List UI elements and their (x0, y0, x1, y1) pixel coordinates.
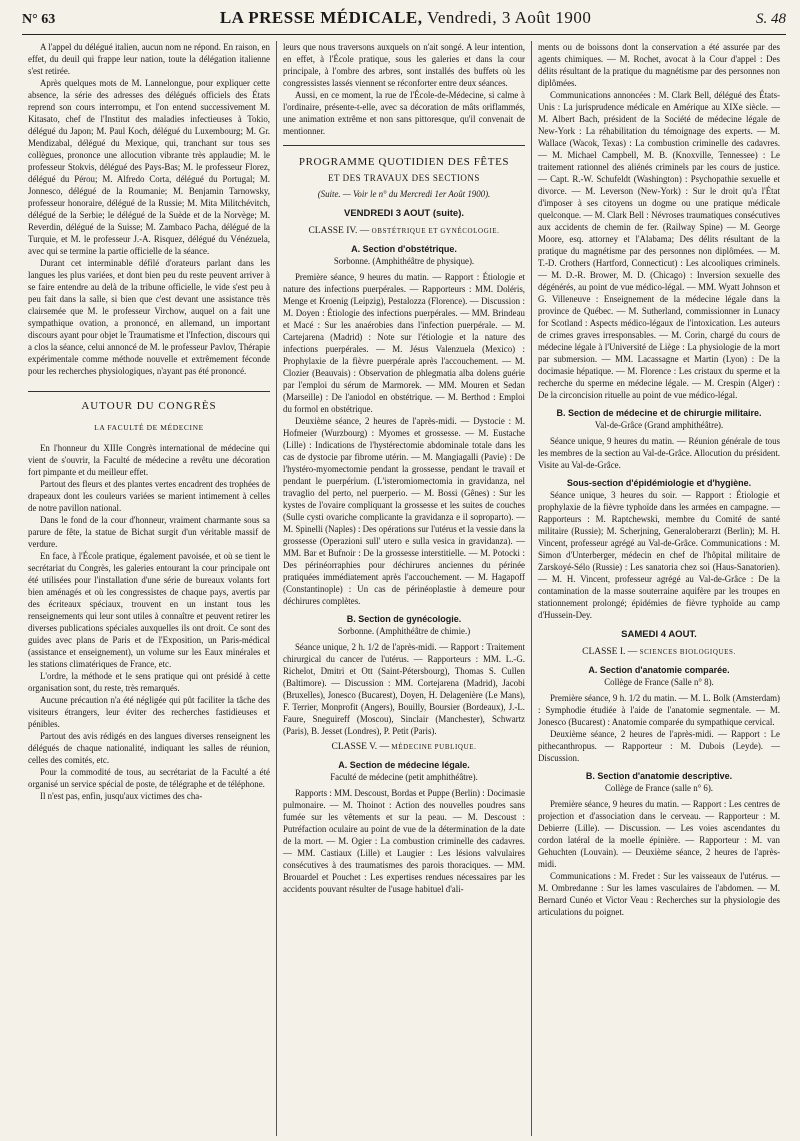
journal-title (220, 8, 592, 28)
section-place: Sorbonne. (Amphithéâtre de physique). (333, 256, 475, 266)
program-note: (Suite. — Voir le n° du Mercredi 1er Août 1900). (317, 189, 491, 199)
section-place: Sorbonne. (Amphithéâtre de chimie.) (337, 626, 471, 636)
section-title: AUTOUR DU CONGRÈS (28, 391, 270, 412)
class-label: CLASSE IV. — (308, 226, 370, 236)
paragraph: Rapports : MM. Descoust, Bordas et Puppe (Berlin) : Docimasie pulmonaire. — M. Thoinot : Action des nouvelles poudres sans fumée sur les vêtements et sur la peau. — M. Descoust : Putréfaction oculaire au point de vue de la détermination de la date de la mort. — M. Ogier : La combustion criminelle des cadavres. — MM. Castiaux (Lille) et Laugier : Les lésions valvulaires consécutives à des traumatismes des parois thoraciques. — MM. Brouardel et Pouchet : Les expertises rendues nécessaires par les accidents pouvant résulter de l'usage habituel d'ali- (283, 788, 525, 894)
paragraph: Dans le fond de la cour d'honneur, vraiment charmante sous sa parure de fête, la statue de Bichat surgit d'un véritable massif de verdure. (28, 515, 270, 549)
paragraph: Aussi, en ce moment, la rue de l'École-de-Médecine, si calme à l'ordinaire, présente-t-elle, avec sa décoration de mâts oriflammés, une animation extrême et non sans pittoresque, qu'il convenait de mentionner. (283, 90, 525, 136)
paragraph: Première séance, 9 heures du matin. — Rapport : Les centres de projection et d'association dans le cerveau. — Rapporteur : M. Debierre (Lille). — Discussion. — Les voies ascendantes du cordon latéral de la moelle épinière. — Rapporteur : M. van Gehuchten (Louvain). — Deuxième séance, 2 heures de l'après-midi. (538, 799, 780, 869)
section-heading: A. Section de médecine légale. (338, 760, 470, 770)
day-heading: SAMEDI 4 AOUT. (621, 629, 697, 640)
section-place: Val-de-Grâce (Grand amphithéâtre). (594, 420, 724, 430)
paragraph: En face, à l'École pratique, également pavoisée, et où se tient le secrétariat du Congrès, les galeries entourant la cour principale ont été utilisées pour l'installation d'une série de bureaux volants fort bien aménagés et où les congressistes de chaque pays, avertis par des écriteaux spéciaux, trouvent en un instant tous les renseignements qui leur sont utiles à connaître et peuvent retirer les diverses publications spéciales auxquelles ils ont droit. Ce sont des guides avec plans de Paris et de l'Exposition, un Paris-médical (assistance et enseignement), un volume sur les Eaux minérales et les stations climatériques de France, etc. (28, 551, 270, 669)
paragraph: Après quelques mots de M. Lannelongue, pour expliquer cette absence, la série des adresses des délégués officiels des États reprend son cours interrompu, et l'on entend successivement M. Kitasato, chef de l'Institut des maladies infectieuses à Tokio, délégué du Japon; M. Paul Koch, délégué du Luxembourg; M. Gr. Mendizabal, délégué du Mexique, qui, tranchant sur tous ses collègues, prononce une allocution vibrante très applaudie; M. le professeur Stokvis, délégué des Pays-Bas; M. le professeur Florez, délégué du Pérou; M. Alfredo Corta, délégué du Portugal; M. Jonnesco, délégué de la Roumanie; M. Benjamin Tarnowsky, professeur honoraire, délégué de la Russie; M. Mita Militchévitch, délégué de la Serbie; le délégué de la Suède et de la Norvège; M. Reverdin, délégué de la Suisse; M. Zambaco Pacha, délégué de la Turquie, et M. le professeur J.-A. Risquez, délégué du Vénézuela, avec qui se termine la partie officielle de la séance. (28, 78, 270, 256)
class-heading (283, 741, 525, 753)
day-heading: VENDREDI 3 AOUT (suite). (344, 208, 464, 219)
paragraph: leurs que nous traversons auxquels on n'ait songé. A leur intention, en effet, à l'École pratique, sous les galeries et dans la cour principale, à l'ombre des arbres, sont installés des buffets où les congressistes lassés viennent se réconforter entre deux séances. (283, 42, 525, 88)
journal-name: LA PRESSE MÉDICALE, (219, 8, 423, 27)
section-heading: Sous-section d'épidémiologie et d'hygiène. (566, 478, 752, 488)
paragraph: L'ordre, la méthode et le sens pratique qui ont présidé à cette organisation sont, du reste, très remarqués. (28, 671, 270, 693)
paragraph: Il n'est pas, enfin, jusqu'aux victimes des cha- (40, 791, 203, 801)
section-heading: B. Section de médecine et de chirurgie militaire. (556, 408, 762, 418)
section-place: Faculté de médecine (petit amphithéâtre). (330, 772, 478, 782)
paragraph: Première séance, 9 h. 1/2 du matin. — M. L. Bolk (Amsterdam) : Symphodie étudiée à l'aide de l'anatomie segmentale. — M. Jonesco (Bucarest) : Anatomie comparée du sympathique cervical. (538, 693, 780, 727)
section-place: Collège de France (salle n° 6). (604, 783, 714, 793)
class-heading (538, 646, 780, 658)
paragraph: En l'honneur du XIIIe Congrès international de médecine qui vient de s'ouvrir, la Faculté de médecine a revêtu une décoration fort pimpante et du meilleur effet. (28, 443, 270, 477)
paragraph: Séance unique, 2 h. 1/2 de l'après-midi. — Rapport : Traitement chirurgical du cancer de l'utérus. — Rapporteurs : MM. L.-G. Richelot, Dmitri et Ott (Saint-Pétersbourg), Thomas S. Cullen (Baltimore). — Discussion : MM. Cortejarena (Madrid), Jacobi (Bruxelles), Jonesco (Bucarest), Doyen, H. Delagenière (Le Mans), F. Terrier, Monprofit (Angers), Bouilly, Boursier (Bordeaux), J.-L. Faure, Sneguireff (Moscou), Sinclair (Manchester), Schwartz (Paris), B. Jesset (Londres), P. Petit (Paris). (283, 642, 525, 736)
paragraph: Séance unique, 9 heures du matin. — Réunion générale de tous les membres de la section au Val-de-Grâce. Allocution du président. Visite au Val-de-Grâce. (538, 436, 780, 470)
section-subtitle: LA FACULTÉ DE MÉDECINE (94, 423, 204, 432)
class-heading (283, 225, 525, 237)
column-2 (276, 41, 531, 1136)
paragraph: A l'appel du délégué italien, aucun nom ne répond. En raison, en effet, du deuil qui frappe leur nation, toute la délégation italienne s'est retirée. (28, 42, 270, 76)
column-1 (22, 41, 276, 1136)
section-heading: A. Section d'obstétrique. (351, 244, 457, 254)
paragraph: Partout des avis rédigés en des langues diverses renseignent les délégués de chaque nationalité, indiquant les salles de réunion, celles des comités, etc. (28, 731, 270, 765)
issue-date: Vendredi, 3 Août 1900 (426, 8, 592, 27)
paragraph: Communications : M. Fredet : Sur les vaisseaux de l'utérus. — M. Ombredanne : Sur les lames vasculaires de l'abdomen. — M. Bernard Cunéo et Victor Veau : Recherches sur la physiologie des articulations du poignet. (538, 871, 780, 917)
paragraph: Partout des fleurs et des plantes vertes encadrent des trophées de drapeaux dont les couleurs variées se marient intimement à celles de notre pavillon national. (28, 479, 270, 513)
program-title: PROGRAMME QUOTIDIEN DES FÊTES (283, 145, 525, 168)
page-number: N° 63 (22, 12, 56, 27)
class-label: CLASSE I. — (582, 647, 638, 657)
section-heading: A. Section d'anatomie comparée. (588, 665, 730, 675)
class-subject: MÉDECINE PUBLIQUE. (391, 743, 477, 751)
page-header (22, 8, 786, 35)
program-subtitle: ET DES TRAVAUX DES SECTIONS (328, 173, 480, 183)
section-heading: B. Section d'anatomie descriptive. (585, 771, 733, 781)
paragraph: Deuxième séance, 2 heures de l'après-midi. — Dystocie : M. Hofmeier (Wurzbourg) : Myomes et grossesse. — M. Eustache (Lille) : Indications de l'hystérectomie abdominale totale dans les cas de dystocie par fibrome utérin. — M. Mangiagalli (Pavie) : De l'hystéro-myomectomie pendant la grossesse, pendant le travail et pendant le puerpérium. (L'isteromiomectomia in gravidanza, nel travaglio del perto, nel puerperio. — M. Bossi (Gênes) : Sur les kystes de l'ovaire compliquant la grossesse et les suites de couches (Sulle cysti ovariche complicante la gravidanza e il soproparto). — M. Spinelli (Naples) : Des opérations sur l'utérus et la vessie dans la grossesse (Operazioni sull' utero e sulla vesica in gravidanza). — MM. Bar et Bufnoir : De la grossesse interstitielle. — M. Potocki : Des périnéorraphies pour déchirures anciennes du périnée pratiquées immédiatement après l'accouchement. — M. Hagapoff (Constantinople) : Un cas de périnéoplastie à demeure pour déchirures complètes. (283, 416, 525, 606)
paragraph: Deuxième séance, 2 heures de l'après-midi. — Rapport : Le pithecanthropus. — Rapporteur : M. Dubois (Leyde). — Discussion. (538, 729, 780, 763)
columns (22, 41, 786, 1136)
paragraph: Séance unique, 3 heures du soir. — Rapport : Étiologie et prophylaxie de la fièvre typhoïde dans les armées en campagne. — Rapporteurs : M. Raptchewski, membre du Comité de santé militaire (Russie); M. Scherjning, Generaloberarzt (Berlin); M. H. Vincent, professeur agrégé au Val-de-Grâce. Communications : M. Simon d'Unterberger, médecin en chef de l'hôpital militaire de Zarskoyé-Sélo (Russie) : Les sanatoria chez soi (Haus-Sanatorien). — M. H. Vincent, professeur agrégé au Val-de-Grâce : De la contamination de la masse souterraine aquifère par les troupes en stationnement prolongé; épidémies de fièvre typhoïde au camp d'Hussein-Dey. (538, 490, 780, 620)
section-heading: B. Section de gynécologie. (346, 614, 462, 624)
class-subject: OBSTÉTRIQUE ET GYNÉCOLOGIE. (371, 227, 500, 235)
section-place: Collège de France (Salle n° 8). (604, 677, 714, 687)
column-3 (531, 41, 786, 1136)
paragraph: Première séance, 9 heures du matin. — Rapport : Étiologie et nature des infections puerpérales. — Rapporteurs : MM. Doléris, Menge et Kroenig (Leipzig), Pestalozza (Florence). — Discussion : M. Doyen : Étiologie des infections puerpérales. — MM. Brindeau et Macé : Sur les anaérobies dans l'infection puerpérale. — M. Cartejarena (Madrid) : Note sur l'étiologie et la nature des infections puerpérales. — M. Jésus Valenzuela (Mexico) : Prophylaxie de la fièvre puerpérale après l'accouchement. — M. Clozier (Beauvais) : Observation de phlegmatia alba dolens guérie par l'emploi du sérum de Marmorek. — MM. Mouren et Sedan (Marseille) : De l'aniodol en obstétrique. — M. Berthod : Emploi du formol en obstétrique. (283, 272, 525, 414)
paragraph: Pour la commodité de tous, au secrétariat de la Faculté a été organisé un service spécial de poste, de télégraphe et de téléphone. (28, 767, 270, 789)
paragraph: Durant cet interminable défilé d'orateurs parlant dans les langues les plus variées, et dont bien peu du reste peuvent arriver à se faire entendre au delà de la tribune officielle, le vide s'est peu à peu fait dans la salle, si bien que c'est devant une assistance très clairsemée que M. le professeur Virchow, auquel on a fait une sympathique ovation, a prononcé, en allemand, un important discours ayant pour objet le Traumatisme et l'Infection, discours qui a clos la séance, celui annoncé de M. le professeur Pavlov, Thérapie expérimentale comme méthode nouvelle et extrêmement féconde pour les recherches physiologiques, n'ayant pas été prononcé. (28, 258, 270, 376)
class-subject: SCIENCES BIOLOGIQUES. (639, 648, 736, 656)
class-label: CLASSE V. — (331, 742, 389, 752)
page-reference: S. 48 (755, 11, 786, 27)
paragraph: Communications annoncées : M. Clark Bell, délégué des États-Unis : La jurisprudence médicale en Amérique au XIXe siècle. — M. Albert Bach, président de la Société de médecine légale de New-York : La réhabilitation du témoignage des experts. — M. Wallace (Wacok, Texas) : La combustion criminelle des cadavres. — M. Michael Campbell, M. B. (Knoxville, Tennessee) : Le traitement rationnel des aliénés criminels par les cours de justice. — Capt. R.-W. Schufeldt (Washington) : Psychopathie sexuelle et divorce. — M. Leverson (New-York) : Sur le droit qu'a l'État d'imposer à ses citoyens un dogme ou une pratique médicale quelconque. — M. Clark Bell : Névroses traumatiques consécutives aux accidents de chemin de fer. (Railway Spine) — M. George Moore, esq. attorney et l'Alabama; Des délits résultant de la pratique du magnétisme par des personnes non diplômées. — M. T.-D. Crothers (Hartford, Connecticut) : Les alcooliques criminels. — M. D.-R. Brower, M. D. (Chicago) : Inversion sexuelle des dégénérés, au point de vue médico-légal. — MM. Wyatt Johnson et G. Villeneuve : Enseignement de la médecine légale dans la province de Québec. — M. Sutherland, commissionner in Lunacy for Scotland : Aspects médico-légaux de l'intoxication. Les auteurs de crimes graves irresponsables. — M. Corin, chargé du cours de médecine légale à l'Université de Liège : La physiologie de la mort par submersion. — MM. Lacassagne et Martin (Lyon) : De la docimasie hépatique. — M. Florence : Les cristaux du sperme et la recherche du sperme en médecine légale. — M. Crespin (Alger) : De la circoncision rituelle au point de vue médico-légal. (538, 90, 780, 400)
paragraph: Aucune précaution n'a été négligée qui pût faciliter la tâche des visiteurs étrangers, leur éviter des recherches fastidieuses et pénibles. (28, 695, 270, 729)
paragraph: ments ou de boissons dont la conservation a été assurée par des agents chimiques. — M. Rochet, avocat à la Cour d'appel : Des délits résultant de la pratique du magnétisme par des personnes non diplômées. (538, 42, 780, 88)
